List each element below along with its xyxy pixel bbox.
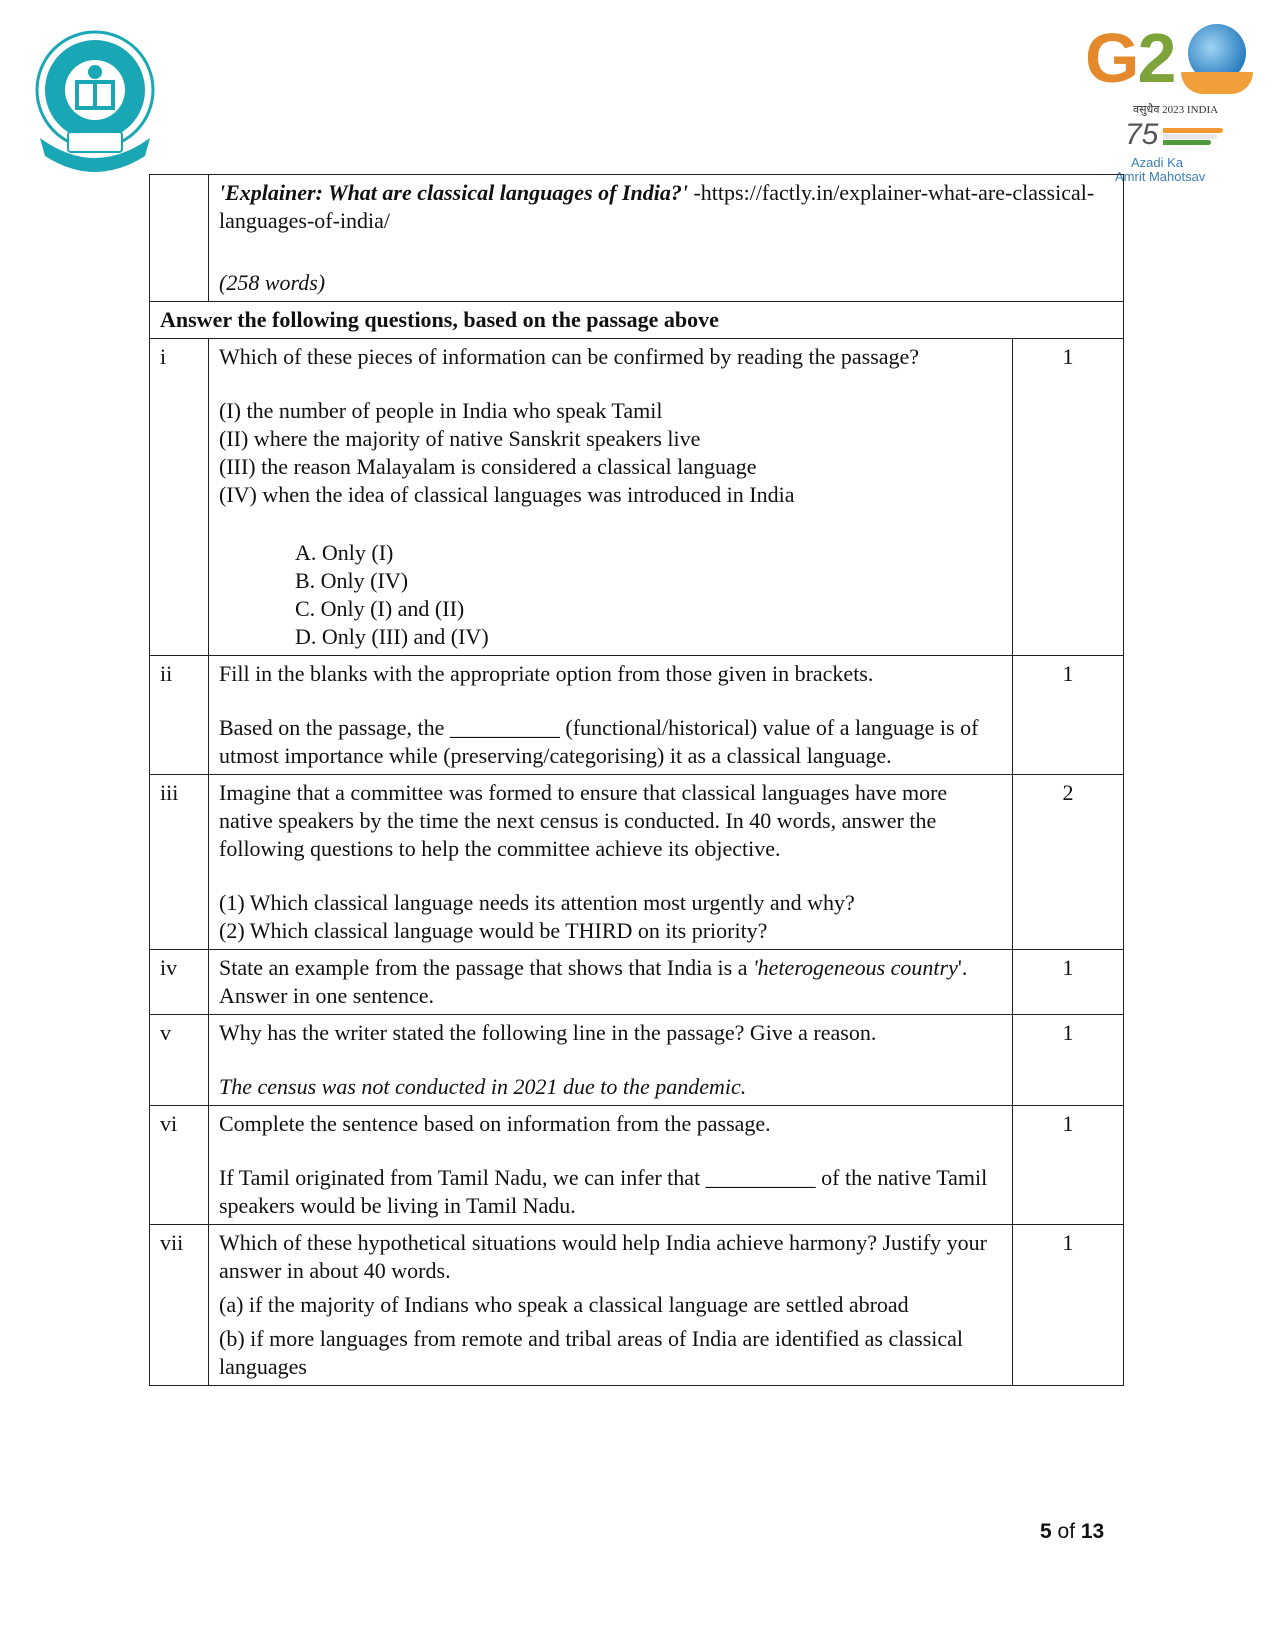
question-text: Based on the passage, the __________ (functional/historical) value of a language is of utmost importance while (preserving/categorising) it as a classical language. bbox=[219, 715, 979, 768]
question-prompt: Fill in the blanks with the appropriate option from those given in brackets. bbox=[219, 661, 874, 686]
instruction-text: Answer the following questions, based on the passage above bbox=[150, 302, 1124, 339]
question-marks: 1 bbox=[1013, 950, 1124, 1015]
amrit-75: 75 bbox=[1125, 118, 1159, 151]
question-row bbox=[150, 1225, 1124, 1386]
question-prompt bbox=[219, 954, 1002, 1010]
amrit-line1: Azadi Ka bbox=[1131, 155, 1184, 170]
question-number: iv bbox=[150, 950, 209, 1015]
question-body bbox=[209, 1225, 1013, 1386]
cbse-emblem-icon bbox=[30, 28, 160, 178]
question-prompt: Imagine that a committee was formed to ensure that classical languages have more native speakers by the time the next census is conducted. In 40 words, answer the following questions to help the committee achieve its objective. bbox=[219, 780, 948, 861]
question-number: ii bbox=[150, 656, 209, 775]
page-current: 5 bbox=[1040, 1520, 1052, 1543]
question-marks: 1 bbox=[1013, 1225, 1124, 1386]
prompt-start: State an example from the passage that shows that India is a bbox=[219, 955, 753, 980]
answer-option: A. Only (I) bbox=[295, 540, 394, 565]
answer-option: B. Only (IV) bbox=[295, 568, 409, 593]
question-prompt: Which of these pieces of information can be confirmed by reading the passage? bbox=[219, 344, 920, 369]
tricolour-icon bbox=[1163, 128, 1223, 146]
cbse-logo bbox=[30, 28, 160, 178]
question-number: vii bbox=[150, 1225, 209, 1386]
g20-2: 2 bbox=[1137, 19, 1175, 97]
answer-option: C. Only (I) and (II) bbox=[295, 596, 465, 621]
question-prompt: Why has the writer stated the following line in the passage? Give a reason. bbox=[219, 1020, 877, 1045]
question-number: v bbox=[150, 1015, 209, 1106]
page-of: of bbox=[1051, 1520, 1081, 1543]
word-count: (258 words) bbox=[219, 270, 326, 295]
quoted-line: The census was not conducted in 2021 due to the pandemic. bbox=[219, 1074, 747, 1099]
question-row bbox=[150, 775, 1124, 950]
question-body bbox=[209, 656, 1013, 775]
question-row bbox=[150, 1015, 1124, 1106]
list-item: (III) the reason Malayalam is considered a classical language bbox=[219, 454, 757, 479]
question-body bbox=[209, 1106, 1013, 1225]
question-marks: 2 bbox=[1013, 775, 1124, 950]
question-prompt: Complete the sentence based on information from the passage. bbox=[219, 1111, 771, 1136]
question-number: vi bbox=[150, 1106, 209, 1225]
list-item: (II) where the majority of native Sanskrit speakers live bbox=[219, 426, 701, 451]
azadi-ka-amrit-mahotsav-logo bbox=[1115, 118, 1250, 184]
g20-g: G bbox=[1085, 19, 1138, 97]
g20-logo bbox=[1085, 18, 1250, 184]
question-row bbox=[150, 656, 1124, 775]
page-number bbox=[1040, 1520, 1104, 1544]
list-item: (a) if the majority of Indians who speak a classical language are settled abroad bbox=[219, 1292, 909, 1317]
amrit-line2: Amrit Mahotsav bbox=[1115, 169, 1206, 184]
answer-option: D. Only (III) and (IV) bbox=[295, 624, 489, 649]
source-cell bbox=[209, 175, 1124, 302]
question-marks: 1 bbox=[1013, 1015, 1124, 1106]
question-marks: 1 bbox=[1013, 656, 1124, 775]
prompt-end: '. Answer in one sentence. bbox=[219, 955, 968, 1008]
question-body bbox=[209, 950, 1013, 1015]
instruction-row bbox=[150, 302, 1124, 339]
prompt-italic: 'heterogeneous country bbox=[752, 955, 958, 980]
question-body bbox=[209, 1015, 1013, 1106]
lotus-icon bbox=[1181, 72, 1253, 94]
question-number: iii bbox=[150, 775, 209, 950]
question-body bbox=[209, 339, 1013, 656]
g20-subtitle: वसुधैव 2023 INDIA bbox=[1133, 104, 1219, 116]
source-url: -https://factly.in/explainer-what-are-classical-languages-of-india/ bbox=[219, 180, 1095, 233]
g20-wordmark bbox=[1085, 18, 1174, 98]
list-item: (1) Which classical language needs its attention most urgently and why? bbox=[219, 890, 855, 915]
list-item: (I) the number of people in India who speak Tamil bbox=[219, 398, 663, 423]
list-item: (2) Which classical language would be THIRD on its priority? bbox=[219, 918, 768, 943]
question-marks: 1 bbox=[1013, 339, 1124, 656]
list-item: (b) if more languages from remote and tribal areas of India are identified as classical languages bbox=[219, 1326, 964, 1379]
question-table bbox=[149, 174, 1124, 1386]
question-prompt: Which of these hypothetical situations would help India achieve harmony? Justify your answer in about 40 words. bbox=[219, 1230, 987, 1283]
question-marks: 1 bbox=[1013, 1106, 1124, 1225]
source-row bbox=[150, 175, 1124, 302]
question-row bbox=[150, 950, 1124, 1015]
question-number: i bbox=[150, 339, 209, 656]
source-title: 'Explainer: What are classical languages of India?' bbox=[219, 180, 688, 205]
question-row bbox=[150, 339, 1124, 656]
list-item: (IV) when the idea of classical languages was introduced in India bbox=[219, 482, 795, 507]
page-total: 13 bbox=[1080, 1520, 1105, 1543]
question-row bbox=[150, 1106, 1124, 1225]
question-text: If Tamil originated from Tamil Nadu, we can infer that __________ of the native Tamil speakers would be living in Tamil Nadu. bbox=[219, 1165, 988, 1218]
question-body bbox=[209, 775, 1013, 950]
